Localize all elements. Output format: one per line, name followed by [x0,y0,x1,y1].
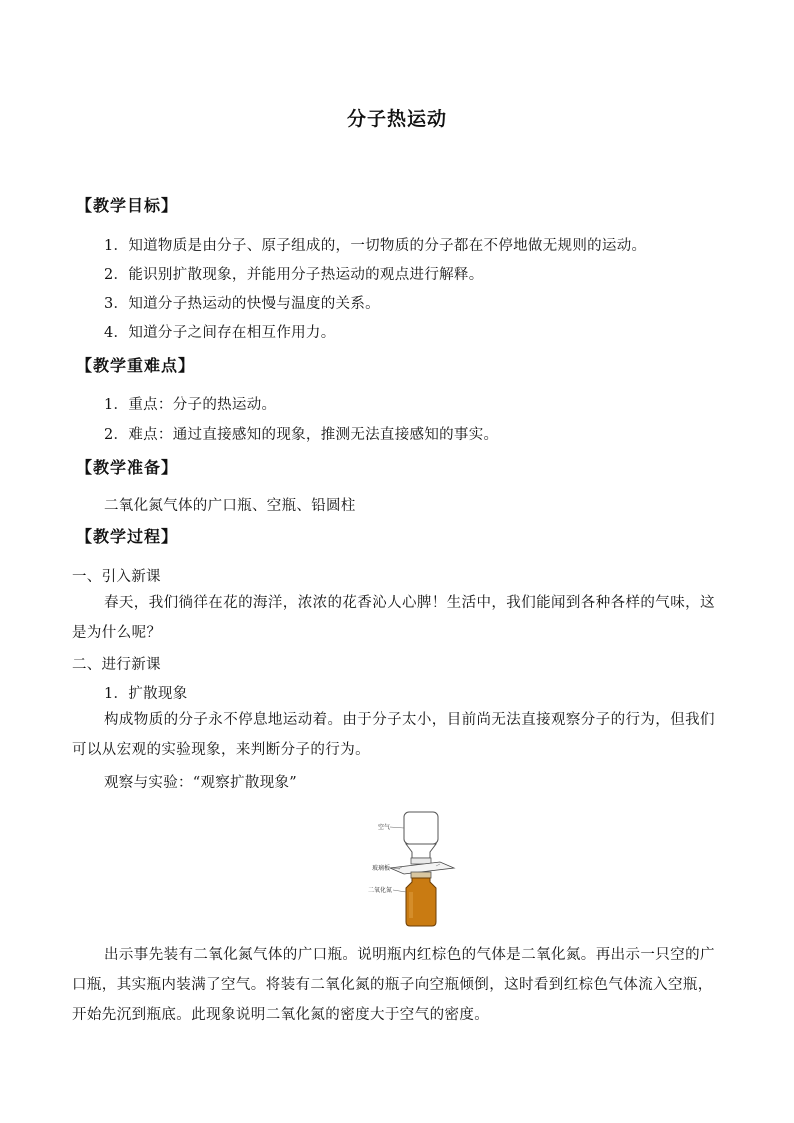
air-bottle [404,812,438,864]
heading-keypoints: 【教学重难点】 [76,356,196,375]
heading-objectives: 【教学目标】 [76,196,179,215]
heading-process: 【教学过程】 [76,527,179,546]
sub1-paragraph: 构成物质的分子永不停息地运动着。由于分子太小，目前尚无法直接观察分子的行为，但我们可以从宏观的实验现象，来判断分子的行为。 [72,712,715,758]
page-title: 分子热运动 [346,108,447,130]
part2-title: 二、进行新课 [72,657,161,673]
objective-item: 4．知道分子之间存在相互作用力。 [104,325,336,341]
no2-bottle [406,872,436,926]
objective-item: 2．能识别扩散现象，并能用分子热运动的观点进行解释。 [104,267,484,283]
label-no2: 二氧化氮 [368,887,393,894]
heading-preparation: 【教学准备】 [76,458,179,477]
preparation-text: 二氧化氮气体的广口瓶、空瓶、铅圆柱 [104,498,356,514]
part1-paragraph: 春天，我们徜徉在花的海洋，浓浓的花香沁人心脾！生活中，我们能闻到各种各样的气味，这是为什么呢？ [72,595,715,641]
keypoint-item: 1．重点：分子的热运动。 [104,397,277,413]
sub1-title: 1．扩散现象 [104,686,188,702]
objective-item: 1．知道物质是由分子、原子组成的，一切物质的分子都在不停地做无规则的运动。 [104,238,647,254]
objective-item: 3．知道分子热运动的快慢与温度的关系。 [104,296,380,312]
label-glass-plate: 玻璃板 [372,865,391,872]
part1-title: 一、引入新课 [72,569,161,585]
diffusion-experiment-figure [340,806,470,930]
experiment-title: 观察与实验：“观察扩散现象” [104,775,298,791]
keypoint-item: 2．难点：通过直接感知的现象，推测无法直接感知的事实。 [104,427,499,443]
after-figure-paragraph: 出示事先装有二氧化氮气体的广口瓶。说明瓶内红棕色的气体是二氧化氮。再出示一只空的广口瓶，其实瓶内装满了空气。将装有二氧化氮的瓶子向空瓶倾倒，这时看到红棕色气体流入空瓶，开始先沉到瓶底。此现象说明二氧化氮的密度大于空气的密度。 [72,947,715,1023]
label-air: 空气 [378,824,391,831]
